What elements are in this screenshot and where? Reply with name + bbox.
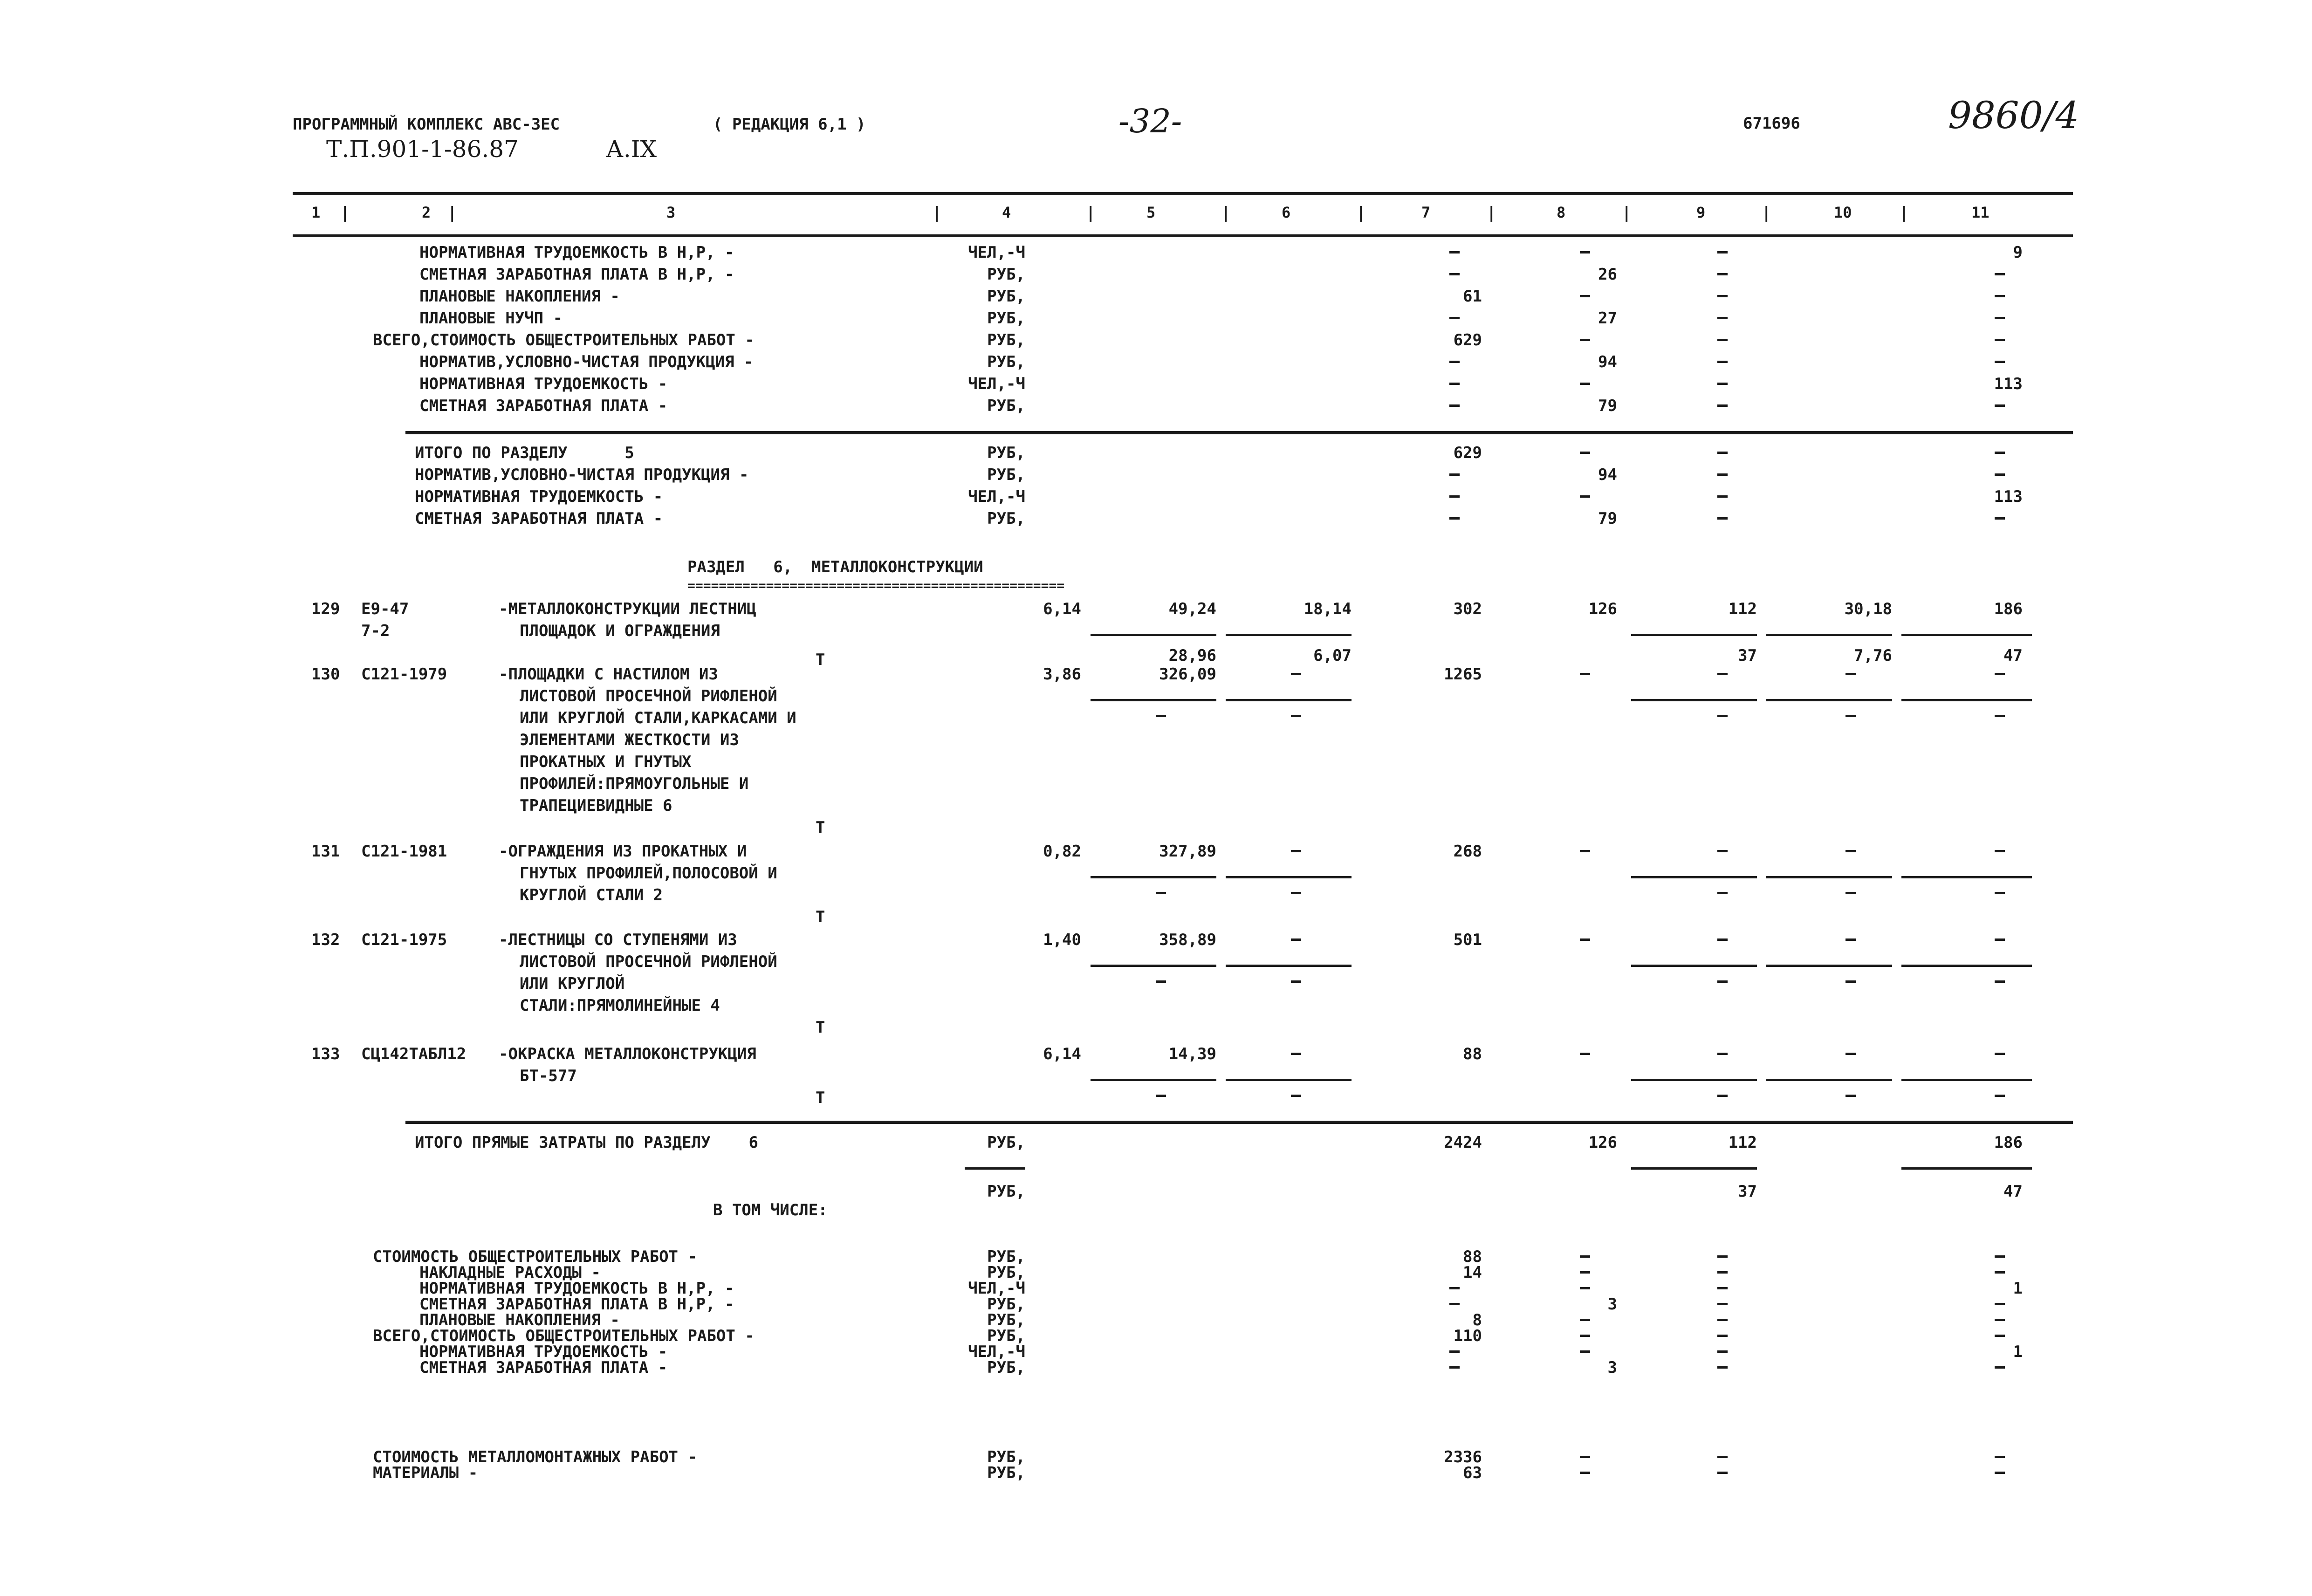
- dash-mark: [1291, 892, 1301, 894]
- dash-mark: [1717, 1255, 1728, 1258]
- dash-mark: [1717, 273, 1728, 275]
- summary-label: СМЕТНАЯ ЗАРАБОТНАЯ ПЛАТА В Н,Р, -: [419, 265, 734, 284]
- cell-separator: [1631, 1167, 1757, 1170]
- cell-c5: 327,89: [1159, 842, 1216, 861]
- cell-separator: [1631, 1079, 1757, 1081]
- dash-mark: [1580, 251, 1590, 253]
- cell-separator: [1091, 699, 1216, 701]
- dash-mark: [1995, 938, 2005, 941]
- t-marker: Т: [816, 651, 825, 669]
- item-description: -ПЛОЩАДКИ С НАСТИЛОМ ИЗ: [499, 665, 718, 684]
- column-divider: |: [1622, 204, 1632, 222]
- dash-mark: [1995, 295, 2005, 297]
- section-title: РАЗДЕЛ 6, МЕТАЛЛОКОНСТРУКЦИИ: [687, 558, 983, 576]
- summary-label: НОРМАТИВ,УСЛОВНО-ЧИСТАЯ ПРОДУКЦИЯ -: [419, 353, 754, 371]
- item-description: ЛИСТОВОЙ ПРОСЕЧНОЙ РИФЛЕНОЙ: [520, 687, 777, 706]
- cell-separator: [1091, 965, 1216, 967]
- dash-mark: [1995, 673, 2005, 675]
- dash-mark: [1580, 339, 1590, 341]
- dash-mark: [1995, 1319, 2005, 1321]
- dash-mark: [1580, 383, 1590, 385]
- column-divider: |: [1221, 204, 1231, 222]
- dash-mark: [1580, 1335, 1590, 1337]
- cell-c6: 18,14: [1304, 600, 1352, 618]
- page-number: -32-: [1118, 102, 1182, 140]
- column-header: 10: [1834, 204, 1852, 221]
- item-description: -ЛЕСТНИЦЫ СО СТУПЕНЯМИ ИЗ: [499, 931, 737, 949]
- dash-mark: [1449, 251, 1460, 253]
- summary-label: ВСЕГО,СТОИМОСТЬ ОБЩЕСТРОИТЕЛЬНЫХ РАБОТ -: [373, 1327, 755, 1345]
- dash-mark: [1717, 473, 1728, 476]
- cell-c7: 501: [1453, 931, 1482, 949]
- cell-separator: [1631, 699, 1757, 701]
- dash-mark: [1580, 295, 1590, 297]
- dash-mark: [1995, 1095, 2005, 1097]
- dash-mark: [1995, 1255, 2005, 1258]
- column-divider: |: [932, 204, 942, 222]
- cell-separator: [1631, 634, 1757, 636]
- dash-mark: [1717, 1271, 1728, 1274]
- column-divider: |: [447, 204, 457, 222]
- cell-c11: 1: [2013, 1279, 2023, 1298]
- cell-separator: [1901, 1079, 2032, 1081]
- cell-c7: 1265: [1444, 665, 1482, 684]
- unit-label: ЧЕЛ,-Ч: [968, 243, 1025, 262]
- dash-mark: [1717, 383, 1728, 385]
- dash-mark: [1717, 715, 1728, 717]
- dash-mark: [1845, 850, 1856, 852]
- cell-separator: [1766, 965, 1892, 967]
- unit-label: РУБ,: [987, 397, 1025, 415]
- unit-label: РУБ,: [987, 1263, 1025, 1282]
- dash-mark: [1717, 980, 1728, 983]
- summary-label: НОРМАТИВНАЯ ТРУДОЕМКОСТЬ В Н,Р, -: [419, 243, 734, 262]
- cell-c8: 79: [1598, 397, 1617, 415]
- cell-c11: 186: [1994, 600, 2023, 618]
- direct-costs-label: ИТОГО ПРЯМЫЕ ЗАТРАТЫ ПО РАЗДЕЛУ 6: [415, 1133, 758, 1152]
- including-label: В ТОМ ЧИСЛЕ:: [713, 1201, 828, 1219]
- cell-separator: [1901, 634, 2032, 636]
- unit-label: РУБ,: [987, 265, 1025, 284]
- dash-mark: [1845, 938, 1856, 941]
- column-header: 2: [422, 204, 431, 221]
- dash-mark: [1291, 1095, 1301, 1097]
- dash-mark: [1845, 1095, 1856, 1097]
- summary-label: НОРМАТИВНАЯ ТРУДОЕМКОСТЬ -: [419, 375, 668, 393]
- dash-mark: [1995, 1456, 2005, 1458]
- item-description: ТРАПЕЦИЕВИДНЫЕ 6: [520, 796, 672, 815]
- summary-label: ПЛАНОВЫЕ НАКОПЛЕНИЯ -: [419, 287, 620, 306]
- cell-c9: 37: [1738, 1182, 1757, 1201]
- cell-separator: [1631, 876, 1757, 878]
- cell-c7: 63: [1463, 1464, 1482, 1482]
- summary-label: СМЕТНАЯ ЗАРАБОТНАЯ ПЛАТА -: [415, 509, 663, 528]
- cell-c8: 27: [1598, 309, 1617, 328]
- unit-label: РУБ,: [987, 1464, 1025, 1482]
- cell-c9: 37: [1738, 646, 1757, 665]
- cell-c4: 1,40: [1043, 931, 1081, 949]
- dash-mark: [1995, 517, 2005, 520]
- program-title: ПРОГРАММНЫЙ КОМПЛЕКС АВС-3ЕС: [293, 115, 560, 134]
- unit-label: РУБ,: [987, 509, 1025, 528]
- dash-mark: [1717, 339, 1728, 341]
- dash-mark: [1717, 892, 1728, 894]
- dash-mark: [1845, 673, 1856, 675]
- edition-label: ( РЕДАКЦИЯ 6,1 ): [713, 115, 866, 134]
- dash-mark: [1845, 892, 1856, 894]
- summary-label: СМЕТНАЯ ЗАРАБОТНАЯ ПЛАТА -: [419, 397, 668, 415]
- dash-mark: [1580, 1287, 1590, 1289]
- column-header: 6: [1282, 204, 1291, 221]
- column-header: 9: [1696, 204, 1706, 221]
- cell-separator: [1226, 1079, 1352, 1081]
- cell-c7: 8: [1472, 1311, 1482, 1329]
- cell-c8: 3: [1607, 1358, 1617, 1377]
- item-description: -МЕТАЛЛОКОНСТРУКЦИИ ЛЕСТНИЦ: [499, 600, 756, 618]
- column-header: 3: [666, 204, 676, 221]
- dash-mark: [1449, 383, 1460, 385]
- section-rule: [405, 1121, 2073, 1124]
- cell-c8: 26: [1598, 265, 1617, 284]
- summary-label: НОРМАТИВ,УСЛОВНО-ЧИСТАЯ ПРОДУКЦИЯ -: [415, 466, 749, 484]
- cell-c4: 6,14: [1043, 600, 1081, 618]
- t-marker: Т: [816, 1018, 825, 1037]
- unit-label: РУБ,: [987, 331, 1025, 349]
- dash-mark: [1156, 980, 1166, 983]
- cell-c11: 186: [1994, 1133, 2023, 1152]
- dash-mark: [1580, 495, 1590, 498]
- dash-mark: [1717, 850, 1728, 852]
- t-marker: Т: [816, 1089, 825, 1107]
- document-number: 671696: [1743, 114, 1800, 133]
- cell-c7: 2424: [1444, 1133, 1482, 1152]
- dash-mark: [1580, 1255, 1590, 1258]
- dash-mark: [1845, 1053, 1856, 1055]
- cell-separator: [1901, 1167, 2032, 1170]
- dash-mark: [1580, 1053, 1590, 1055]
- dash-mark: [1580, 1456, 1590, 1458]
- cell-c4: 6,14: [1043, 1045, 1081, 1063]
- column-divider: |: [340, 204, 350, 222]
- item-number: 131: [311, 842, 340, 861]
- t-marker: Т: [816, 908, 825, 926]
- unit-label: ЧЕЛ,-Ч: [968, 1279, 1025, 1298]
- cell-c11: 113: [1994, 375, 2023, 393]
- dash-mark: [1845, 980, 1856, 983]
- summary-label: ПЛАНОВЫЕ НАКОПЛЕНИЯ -: [419, 1311, 620, 1329]
- dash-mark: [1717, 295, 1728, 297]
- unit-label: РУБ,: [987, 1295, 1025, 1314]
- cell-c9: 112: [1728, 1133, 1757, 1152]
- column-divider: |: [1487, 204, 1496, 222]
- dash-mark: [1449, 495, 1460, 498]
- unit-label: РУБ,: [987, 353, 1025, 371]
- dash-mark: [1449, 1287, 1460, 1289]
- item-description: ЛИСТОВОЙ ПРОСЕЧНОЙ РИФЛЕНОЙ: [520, 952, 777, 971]
- dash-mark: [1580, 938, 1590, 941]
- cell-separator: [1091, 634, 1216, 636]
- dash-mark: [1291, 715, 1301, 717]
- cell-separator: [1766, 876, 1892, 878]
- dash-mark: [1995, 1366, 2005, 1369]
- dash-mark: [1995, 715, 2005, 717]
- dash-mark: [1717, 1472, 1728, 1474]
- item-number: 130: [311, 665, 340, 684]
- cell-separator: [1631, 965, 1757, 967]
- dash-mark: [1717, 938, 1728, 941]
- cell-separator: [1226, 876, 1352, 878]
- dash-mark: [1717, 251, 1728, 253]
- summary-label: ИТОГО ПО РАЗДЕЛУ 5: [415, 444, 634, 462]
- dash-mark: [1995, 452, 2005, 454]
- dash-mark: [1995, 850, 2005, 852]
- dash-mark: [1156, 1095, 1166, 1097]
- dash-mark: [1995, 1271, 2005, 1274]
- cell-separator: [1901, 965, 2032, 967]
- cell-c10: 7,76: [1854, 646, 1892, 665]
- dash-mark: [1845, 715, 1856, 717]
- summary-label: СМЕТНАЯ ЗАРАБОТНАЯ ПЛАТА В Н,Р, -: [419, 1295, 734, 1314]
- summary-label: НАКЛАДНЫЕ РАСХОДЫ -: [419, 1263, 601, 1282]
- column-divider: |: [1356, 204, 1366, 222]
- handwritten-number: 9860/4: [1948, 94, 2079, 137]
- cell-c8: 94: [1598, 353, 1617, 371]
- dash-mark: [1717, 1319, 1728, 1321]
- column-header: 5: [1146, 204, 1156, 221]
- cell-c9: 112: [1728, 600, 1757, 618]
- cell-c7: 629: [1453, 331, 1482, 349]
- dash-mark: [1717, 1053, 1728, 1055]
- unit-label: РУБ,: [987, 1182, 1025, 1201]
- unit-label: ЧЕЛ,-Ч: [968, 1343, 1025, 1361]
- dash-mark: [1995, 1335, 2005, 1337]
- item-number: 133: [311, 1045, 340, 1063]
- dash-mark: [1717, 1095, 1728, 1097]
- unit-label: РУБ,: [987, 1358, 1025, 1377]
- dash-mark: [1717, 361, 1728, 363]
- summary-label: ПЛАНОВЫЕ НУЧП -: [419, 309, 563, 328]
- cell-c5: 326,09: [1159, 665, 1216, 684]
- summary-label: НОРМАТИВНАЯ ТРУДОЕМКОСТЬ -: [415, 487, 663, 506]
- cell-separator: [1226, 699, 1352, 701]
- cell-c8: 126: [1588, 600, 1617, 618]
- unit-label: РУБ,: [987, 444, 1025, 462]
- cell-c8: 79: [1598, 509, 1617, 528]
- dash-mark: [1995, 273, 2005, 275]
- column-header: 11: [1971, 204, 1990, 221]
- dash-mark: [1717, 317, 1728, 319]
- dash-mark: [1156, 892, 1166, 894]
- column-header: 7: [1421, 204, 1431, 221]
- dash-mark: [1717, 1287, 1728, 1289]
- summary-label: СМЕТНАЯ ЗАРАБОТНАЯ ПЛАТА -: [419, 1358, 668, 1377]
- section-underline: ================================================: [687, 578, 1065, 593]
- dash-mark: [1717, 517, 1728, 520]
- cell-separator: [1766, 699, 1892, 701]
- cell-c7: 88: [1463, 1045, 1482, 1063]
- cell-c7: 302: [1453, 600, 1482, 618]
- dash-mark: [1995, 1472, 2005, 1474]
- item-code: С121-1981: [361, 842, 447, 861]
- cell-separator: [1091, 1079, 1216, 1081]
- dash-mark: [1995, 339, 2005, 341]
- cell-separator: [1226, 634, 1352, 636]
- dash-mark: [1995, 473, 2005, 476]
- cell-c11: 9: [2013, 243, 2023, 262]
- item-description: ПРОКАТНЫХ И ГНУТЫХ: [520, 753, 692, 771]
- header-bottom-rule: [293, 234, 2073, 237]
- dash-mark: [1580, 1350, 1590, 1353]
- item-description: КРУГЛОЙ СТАЛИ 2: [520, 886, 663, 904]
- album-label: А.IX: [606, 136, 657, 163]
- item-description: ПЛОЩАДОК И ОГРАЖДЕНИЯ: [520, 622, 720, 640]
- cell-c11: 113: [1994, 487, 2023, 506]
- cell-c4: 0,82: [1043, 842, 1081, 861]
- cell-separator: [1766, 1079, 1892, 1081]
- cell-separator: [1766, 634, 1892, 636]
- cell-separator: [1901, 699, 2032, 701]
- dash-mark: [1580, 1472, 1590, 1474]
- cell-c7: 14: [1463, 1263, 1482, 1282]
- cell-c7: 629: [1453, 444, 1482, 462]
- column-divider: |: [1086, 204, 1096, 222]
- section-rule: [405, 431, 2073, 434]
- t-marker: Т: [816, 818, 825, 837]
- cell-c4: 3,86: [1043, 665, 1081, 684]
- cell-c11: 47: [2003, 646, 2023, 665]
- cell-separator: [1091, 876, 1216, 878]
- item-description: ИЛИ КРУГЛОЙ СТАЛИ,КАРКАСАМИ И: [520, 709, 796, 727]
- column-header: 1: [311, 204, 321, 221]
- summary-label: СТОИМОСТЬ ОБЩЕСТРОИТЕЛЬНЫХ РАБОТ -: [373, 1247, 697, 1266]
- dash-mark: [1580, 452, 1590, 454]
- cell-c6: 6,07: [1313, 646, 1352, 665]
- dash-mark: [1995, 361, 2005, 363]
- item-description: -ОГРАЖДЕНИЯ ИЗ ПРОКАТНЫХ И: [499, 842, 747, 861]
- column-divider: |: [1899, 204, 1909, 222]
- cell-c7: 88: [1463, 1247, 1482, 1266]
- cell-c8: 126: [1588, 1133, 1617, 1152]
- dash-mark: [1717, 1303, 1728, 1305]
- cell-c10: 30,18: [1844, 600, 1892, 618]
- item-description: ИЛИ КРУГЛОЙ: [520, 974, 625, 993]
- item-description: -ОКРАСКА МЕТАЛЛОКОНСТРУКЦИЯ: [499, 1045, 756, 1063]
- summary-label: МАТЕРИАЛЫ -: [373, 1464, 478, 1482]
- dash-mark: [1717, 673, 1728, 675]
- cell-c7: 2336: [1444, 1448, 1482, 1466]
- dash-mark: [1995, 1303, 2005, 1305]
- document-code: Т.П.901-1-86.87: [326, 136, 519, 163]
- dash-mark: [1717, 495, 1728, 498]
- cell-separator: [1226, 965, 1352, 967]
- header-top-rule: [293, 192, 2073, 195]
- unit-label: РУБ,: [987, 287, 1025, 306]
- unit-label: РУБ,: [987, 1448, 1025, 1466]
- dash-mark: [1291, 980, 1301, 983]
- dash-mark: [1580, 850, 1590, 852]
- cell-separator: [965, 1167, 1025, 1170]
- cell-c11: 47: [2003, 1182, 2023, 1201]
- unit-label: РУБ,: [987, 1133, 1025, 1152]
- unit-label: РУБ,: [987, 1311, 1025, 1329]
- column-header: 4: [1002, 204, 1011, 221]
- dash-mark: [1995, 892, 2005, 894]
- cell-c5: 49,24: [1168, 600, 1216, 618]
- cell-c8: 94: [1598, 466, 1617, 484]
- cell-separator: [1901, 876, 2032, 878]
- cell-c5: 358,89: [1159, 931, 1216, 949]
- dash-mark: [1717, 404, 1728, 407]
- item-description: СТАЛИ:ПРЯМОЛИНЕЙНЫЕ 4: [520, 996, 720, 1015]
- item-description: ПРОФИЛЕЙ:ПРЯМОУГОЛЬНЫЕ И: [520, 774, 749, 793]
- dash-mark: [1717, 1366, 1728, 1369]
- summary-label: НОРМАТИВНАЯ ТРУДОЕМКОСТЬ В Н,Р, -: [419, 1279, 734, 1298]
- item-code: С121-1975: [361, 931, 447, 949]
- cell-c7: 110: [1453, 1327, 1482, 1345]
- column-header: 8: [1557, 204, 1566, 221]
- unit-label: РУБ,: [987, 1247, 1025, 1266]
- unit-label: РУБ,: [987, 1327, 1025, 1345]
- unit-label: ЧЕЛ,-Ч: [968, 375, 1025, 393]
- summary-label: НОРМАТИВНАЯ ТРУДОЕМКОСТЬ -: [419, 1343, 668, 1361]
- item-description: ГНУТЫХ ПРОФИЛЕЙ,ПОЛОСОВОЙ И: [520, 864, 777, 883]
- cell-c5: 14,39: [1168, 1045, 1216, 1063]
- item-number: 129: [311, 600, 340, 618]
- unit-label: ЧЕЛ,-Ч: [968, 487, 1025, 506]
- item-code: 7-2: [361, 622, 390, 640]
- dash-mark: [1156, 715, 1166, 717]
- dash-mark: [1995, 317, 2005, 319]
- dash-mark: [1580, 1319, 1590, 1321]
- dash-mark: [1717, 452, 1728, 454]
- cell-c7: 268: [1453, 842, 1482, 861]
- summary-label: СТОИМОСТЬ МЕТАЛЛОМОНТАЖНЫХ РАБОТ -: [373, 1448, 697, 1466]
- item-number: 132: [311, 931, 340, 949]
- dash-mark: [1995, 1053, 2005, 1055]
- summary-label: ВСЕГО,СТОИМОСТЬ ОБЩЕСТРОИТЕЛЬНЫХ РАБОТ -: [373, 331, 755, 349]
- item-description: ЭЛЕМЕНТАМИ ЖЕСТКОСТИ ИЗ: [520, 731, 739, 749]
- dash-mark: [1717, 1456, 1728, 1458]
- dash-mark: [1717, 1350, 1728, 1353]
- unit-label: РУБ,: [987, 466, 1025, 484]
- dash-mark: [1995, 404, 2005, 407]
- dash-mark: [1717, 1335, 1728, 1337]
- dash-mark: [1580, 1271, 1590, 1274]
- cell-c8: 3: [1607, 1295, 1617, 1314]
- item-code: С121-1979: [361, 665, 447, 684]
- dash-mark: [1995, 980, 2005, 983]
- item-code: СЦ142ТАБЛ12: [361, 1045, 467, 1063]
- column-divider: |: [1762, 204, 1771, 222]
- dash-mark: [1449, 1350, 1460, 1353]
- unit-label: РУБ,: [987, 309, 1025, 328]
- cell-c5: 28,96: [1168, 646, 1216, 665]
- cell-c11: 1: [2013, 1343, 2023, 1361]
- cell-c7: 61: [1463, 287, 1482, 306]
- dash-mark: [1580, 673, 1590, 675]
- item-description: БТ-577: [520, 1067, 577, 1085]
- item-code: Е9-47: [361, 600, 409, 618]
